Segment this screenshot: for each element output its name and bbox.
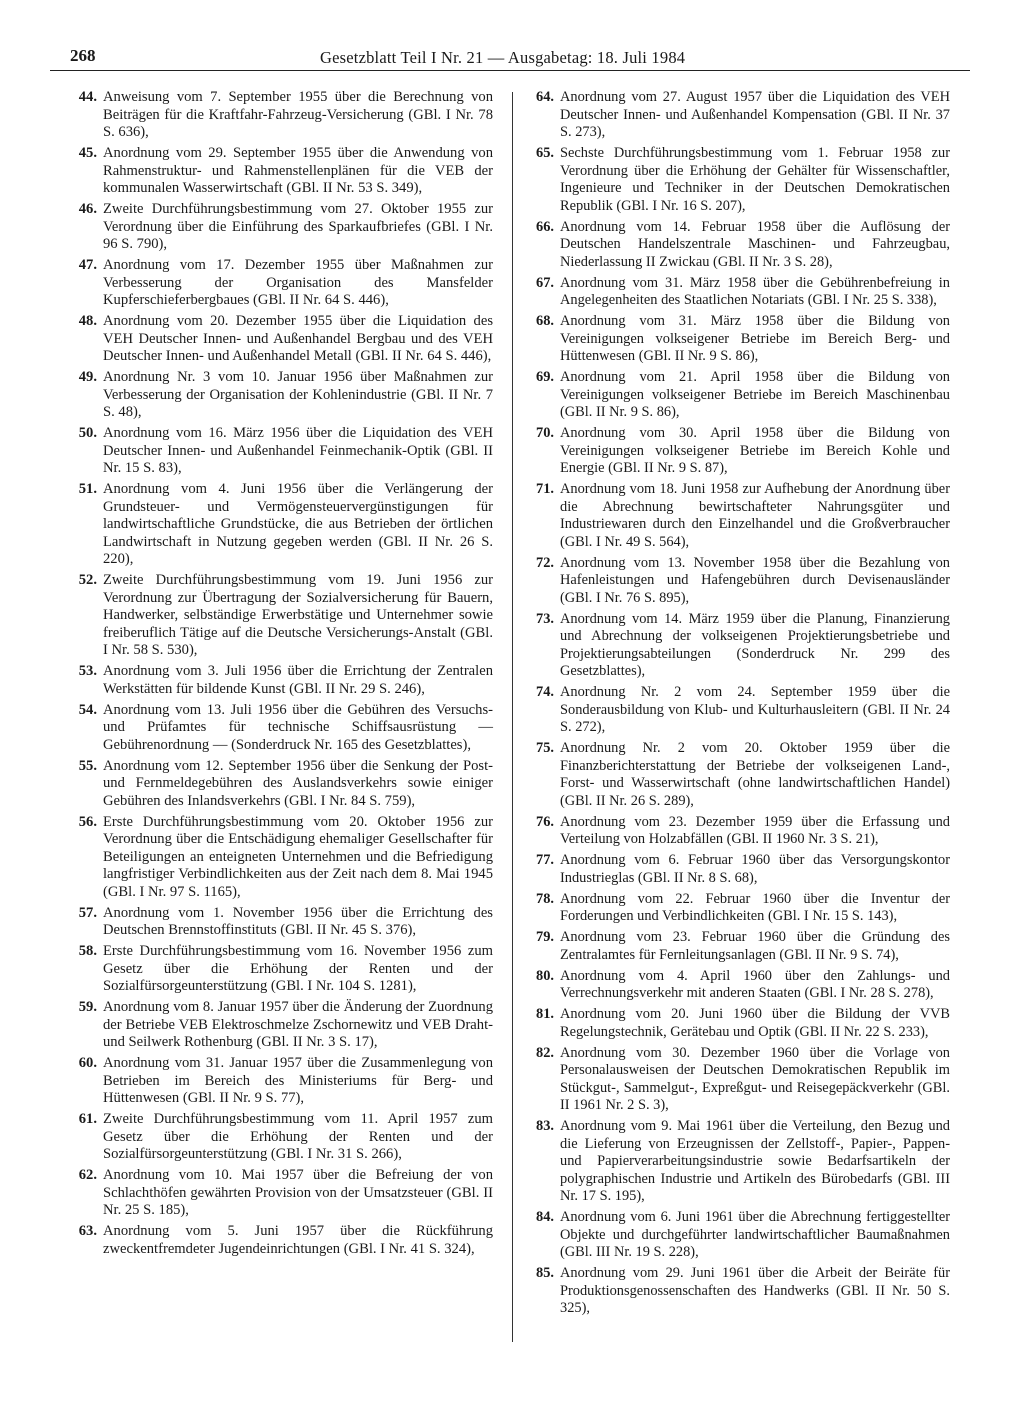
- item-text: Anordnung vom 14. März 1959 über die Planung, Finanzierung und Abrechnung der volkseigenen Projektierungsbetriebe und Projektierungsabteilungen (Sonderdruck Nr. 299 des Gesetzblattes),: [560, 610, 950, 679]
- list-item: [530, 968, 950, 1003]
- item-number: 46.: [78, 201, 97, 217]
- item-text: Anordnung vom 31. März 1958 über die Gebührenbefreiung in Angelegenheiten des Staatlichen Notariats (GBl. I Nr. 25 S. 338),: [560, 274, 950, 308]
- list-item: [530, 425, 950, 478]
- list-item: [73, 313, 493, 366]
- item-number: 65.: [536, 145, 554, 161]
- item-text: Anordnung vom 6. Juni 1961 über die Abrechnung fertiggestellter Objekte und durchgeführter landwirtschaftlicher Baumaßnahmen (GBl. III Nr. 19 S. 228),: [560, 1209, 950, 1260]
- list-item: [530, 814, 950, 849]
- item-number: 63.: [78, 1223, 97, 1239]
- list-item: [530, 145, 950, 215]
- item-text: Anordnung vom 1. November 1956 über die Errichtung des Deutschen Brennstoffinstituts (GBl. II Nr. 45 S. 376),: [103, 904, 493, 938]
- list-item: [530, 740, 950, 810]
- item-number: 75.: [536, 740, 554, 756]
- item-number: 54.: [78, 701, 97, 718]
- item-text: Anordnung vom 5. Juni 1957 über die Rückführung zweckentfremdeter Jugendeinrichtungen (GBl. I Nr. 41 S. 324),: [103, 1223, 493, 1257]
- list-item: [530, 852, 950, 887]
- list-item: [73, 145, 493, 198]
- item-text: Anordnung vom 9. Mai 1961 über die Verteilung, den Bezug und die Lieferung von Erzeugnissen der Zellstoff-, Papier-, Pappen- und Papierverarbeitungsindustrie sowie Bedarfsartikeln der polygraphischen Industrie und Artikeln des Bürobedarfs (GBl. III Nr. 17 S. 195),: [560, 1118, 950, 1204]
- item-text: Anordnung vom 13. Juli 1956 über die Gebühren des Versuchs- und Prüfamtes für technische Schiffsausrüstung — Gebührenordnung — (Sonderdruck Nr. 165 des Gesetzblattes),: [103, 701, 493, 753]
- item-text: Anweisung vom 7. September 1955 über die Berechnung von Beiträgen für die Kraftfahr-Fahrzeug-Versicherung (GBl. I Nr. 78 S. 636),: [103, 89, 493, 140]
- item-text: Anordnung Nr. 2 vom 20. Oktober 1959 über die Finanzberichterstattung der Betriebe der volkseigenen Land-, Forst- und Wasserwirtschaft (ohne landwirtschaftlichen Handel) (GBl. II Nr. 26 S. 289),: [560, 740, 950, 809]
- item-text: Anordnung vom 29. September 1955 über die Anwendung von Rahmenstruktur- und Rahmenstellenplänen für die VEB der kommunalen Wasserwirtschaft (GBl. II Nr. 53 S. 349),: [103, 145, 493, 196]
- item-text: Anordnung vom 12. September 1956 über die Senkung der Post- und Fernmeldegebühren des Auslandsverkehrs sowie einiger Gebühren des Inlandsverkehrs (GBl. I Nr. 84 S. 759),: [103, 757, 493, 809]
- item-text: Anordnung vom 27. August 1957 über die Liquidation des VEH Deutscher Innen- und Außenhandel Kompensation (GBl. II Nr. 37 S. 273),: [560, 89, 950, 140]
- item-text: Anordnung vom 23. Februar 1960 über die Gründung des Zentralamtes für Fernleitungsanlagen (GBl. II Nr. 9 S. 74),: [560, 929, 950, 963]
- list-item: [73, 1223, 493, 1258]
- item-number: 62.: [78, 1167, 97, 1183]
- item-number: 44.: [78, 89, 97, 105]
- item-number: 84.: [536, 1209, 554, 1225]
- item-number: 67.: [536, 274, 554, 291]
- item-text: Zweite Durchführungsbestimmung vom 27. Oktober 1955 zur Verordnung über die Einführung des Sparkaufbriefes (GBl. I Nr. 96 S. 790),: [103, 201, 493, 252]
- item-number: 82.: [536, 1044, 554, 1061]
- item-text: Anordnung vom 22. Februar 1960 über die Inventur der Forderungen und Verbindlichkeiten (GBl. I Nr. 15 S. 143),: [560, 890, 950, 924]
- list-item: [73, 1111, 493, 1164]
- item-number: 70.: [536, 425, 554, 441]
- right-column: [530, 89, 950, 1321]
- item-number: 49.: [78, 369, 97, 385]
- item-text: Anordnung vom 17. Dezember 1955 über Maßnahmen zur Verbesserung der Organisation des Mansfelder Kupferschieferbergbaues (GBl. II Nr. 64 S. 446),: [103, 257, 493, 308]
- item-text: Anordnung vom 6. Februar 1960 über das Versorgungskontor Industrieglas (GBl. II Nr. 8 S. 68),: [560, 852, 950, 886]
- list-item: [530, 313, 950, 366]
- list-item: [73, 999, 493, 1052]
- list-item: [530, 891, 950, 926]
- item-number: 66.: [536, 218, 554, 235]
- page-number: 268: [70, 46, 96, 65]
- list-item: [73, 201, 493, 254]
- item-number: 53.: [78, 663, 97, 679]
- list-item: [73, 369, 493, 422]
- item-number: 79.: [536, 929, 554, 945]
- item-number: 64.: [536, 89, 554, 105]
- list-item: [73, 758, 493, 811]
- item-number: 45.: [78, 145, 97, 161]
- item-number: 74.: [536, 684, 554, 700]
- list-item: [73, 814, 493, 902]
- list-item: [530, 369, 950, 422]
- list-item: [73, 425, 493, 478]
- item-number: 68.: [536, 313, 554, 329]
- item-text: Erste Durchführungsbestimmung vom 20. Oktober 1956 zur Verordnung über die Entschädigung ehemaliger Gesellschafter für Beteiligungen an enteigneten Unternehmen und die Befriedigung langfristiger Verbindlichkeiten aus der Zeit nach dem 8. Mai 1945 (GBl. I Nr. 97 S. 1165),: [103, 813, 493, 900]
- item-text: Anordnung Nr. 2 vom 24. September 1959 über die Sonderausbildung von Klub- und Kulturhausleitern (GBl. II Nr. 24 S. 272),: [560, 684, 950, 735]
- item-text: Anordnung vom 31. Januar 1957 über die Zusammenlegung von Betrieben im Bereich des Ministeriums für Berg- und Hüttenwesen (GBl. II Nr. 9 S. 77),: [103, 1055, 493, 1106]
- list-item: [73, 905, 493, 940]
- item-text: Anordnung vom 14. Februar 1958 über die Auflösung der Deutschen Handelszentrale Maschinen- und Fahrzeugbau, Niederlassung II Zwickau (GBl. II Nr. 3 S. 28),: [560, 218, 950, 270]
- list-item: [73, 572, 493, 660]
- list-item: [530, 1118, 950, 1206]
- list-item: [73, 89, 493, 142]
- item-text: Anordnung vom 20. Juni 1960 über die Bildung der VVB Regelungstechnik, Gerätebau und Optik (GBl. II Nr. 22 S. 233),: [560, 1006, 950, 1040]
- item-text: Anordnung vom 20. Dezember 1955 über die Liquidation des VEH Deutscher Innen- und Außenhandel Bergbau und des VEH Deutscher Innen- und Außenhandel Metall (GBl. II Nr. 64 S. 446),: [103, 313, 493, 364]
- item-text: Sechste Durchführungsbestimmung vom 1. Februar 1958 zur Verordnung über die Erhöhung der Gehälter für Wissenschaftler, Ingenieure und Techniker in der Deutschen Demokratischen Republik (GBl. I Nr. 16 S. 207),: [560, 145, 950, 214]
- item-number: 47.: [78, 257, 97, 273]
- list-item: [73, 702, 493, 755]
- list-item: [73, 943, 493, 996]
- page-header: [50, 44, 970, 71]
- list-item: [73, 1055, 493, 1108]
- list-item: [73, 663, 493, 698]
- list-item: [530, 555, 950, 608]
- item-text: Anordnung vom 21. April 1958 über die Bildung von Vereinigungen volkseigener Betriebe im Bereich Maschinenbau (GBl. II Nr. 9 S. 86),: [560, 369, 950, 420]
- item-text: Anordnung vom 29. Juni 1961 über die Arbeit der Beiräte für Produktionsgenossenschaften des Handwerks (GBl. II Nr. 50 S. 325),: [560, 1265, 950, 1316]
- item-number: 59.: [78, 999, 97, 1015]
- item-text: Anordnung vom 10. Mai 1957 über die Befreiung der von Schlachthöfen gewährten Provision von der Umsatzsteuer (GBl. II Nr. 25 S. 185),: [103, 1167, 493, 1218]
- item-number: 51.: [78, 481, 97, 497]
- item-number: 52.: [78, 572, 97, 588]
- list-item: [73, 257, 493, 310]
- item-text: Anordnung vom 3. Juli 1956 über die Errichtung der Zentralen Werkstätten für bildende Kunst (GBl. II Nr. 29 S. 246),: [103, 663, 493, 697]
- item-number: 85.: [536, 1265, 554, 1281]
- item-text: Anordnung vom 13. November 1958 über die Bezahlung von Hafenleistungen und Hafengebühren durch Devisenausländer (GBl. I Nr. 76 S. 895),: [560, 554, 950, 606]
- item-number: 48.: [78, 313, 97, 329]
- item-text: Zweite Durchführungsbestimmung vom 11. April 1957 zum Gesetz über die Erhöhung der Renten und der Sozialfürsorgeunterstützung (GBl. I Nr. 31 S. 266),: [103, 1111, 493, 1162]
- list-item: [73, 481, 493, 569]
- column-divider: [512, 92, 513, 1342]
- list-item: [530, 89, 950, 142]
- list-item: [530, 611, 950, 681]
- item-number: 80.: [536, 967, 554, 984]
- item-text: Anordnung vom 18. Juni 1958 zur Aufhebung der Anordnung über die Abrechnung bewirtschafteter Nahrungsgüter und Industriewaren durch den Einzelhandel und die Großverbraucher (GBl. I Nr. 49 S. 564),: [560, 481, 950, 550]
- item-number: 72.: [536, 554, 554, 571]
- list-item: [530, 1045, 950, 1115]
- list-item: [530, 684, 950, 737]
- item-number: 69.: [536, 369, 554, 385]
- item-text: Anordnung vom 30. April 1958 über die Bildung von Vereinigungen volkseigener Betriebe im Bereich Kohle und Energie (GBl. II Nr. 9 S. 87),: [560, 425, 950, 476]
- list-item: [530, 275, 950, 310]
- item-text: Anordnung vom 16. März 1956 über die Liquidation des VEH Deutscher Innen- und Außenhandel Feinmechanik-Optik (GBl. II Nr. 15 S. 83),: [103, 425, 493, 476]
- list-item: [530, 929, 950, 964]
- item-number: 76.: [536, 813, 554, 830]
- list-item: [530, 219, 950, 272]
- list-item: [73, 1167, 493, 1220]
- item-number: 55.: [78, 757, 97, 774]
- item-number: 77.: [536, 852, 554, 868]
- item-text: Anordnung vom 30. Dezember 1960 über die Vorlage von Personalausweisen der Deutschen Demokratischen Republik im Stückgut-, Sammelgut-, Expreßgut- und Reisegepäckverkehr (GBl. II 1961 Nr. 2 S. 3),: [560, 1044, 950, 1113]
- left-column: [73, 89, 493, 1262]
- item-text: Anordnung vom 4. April 1960 über den Zahlungs- und Verrechnungsverkehr mit anderen Staaten (GBl. I Nr. 28 S. 278),: [560, 967, 950, 1001]
- page-title: Gesetzblatt Teil I Nr. 21 — Ausgabetag: 18. Juli 1984: [320, 48, 686, 67]
- item-number: 50.: [78, 425, 97, 441]
- list-item: [530, 1265, 950, 1318]
- list-item: [530, 1209, 950, 1262]
- item-text: Anordnung vom 4. Juni 1956 über die Verlängerung der Grundsteuer- und Vermögensteuervergünstigungen für landwirtschaftliche Grundstücke, die aus Betrieben der örtlichen Landwirtschaft in Nutzung gegeben werden (GBl. II Nr. 26 S. 220),: [103, 481, 493, 567]
- list-item: [530, 481, 950, 551]
- item-number: 71.: [536, 481, 554, 497]
- item-number: 83.: [536, 1118, 554, 1134]
- item-number: 73.: [536, 610, 554, 627]
- item-text: Anordnung vom 23. Dezember 1959 über die Erfassung und Verteilung von Holzabfällen (GBl. II 1960 Nr. 3 S. 21),: [560, 813, 950, 847]
- item-number: 60.: [78, 1055, 97, 1071]
- item-text: Zweite Durchführungsbestimmung vom 19. Juni 1956 zur Verordnung zur Übertragung der Sozialversicherung für Bauern, Handwerker, selbständige Erwerbstätige und Unternehmer sowie freiberuflich Tätige auf die Deutsche Versicherungs-Anstalt (GBl. I Nr. 58 S. 530),: [103, 572, 493, 658]
- item-number: 56.: [78, 813, 97, 830]
- item-text: Anordnung vom 8. Januar 1957 über die Änderung der Zuordnung der Betriebe VEB Elektroschmelze Zschornewitz und VEB Draht- und Seilwerk Rothenburg (GBl. II Nr. 3 S. 17),: [103, 999, 493, 1050]
- item-number: 61.: [78, 1111, 97, 1127]
- item-text: Erste Durchführungsbestimmung vom 16. November 1956 zum Gesetz über die Erhöhung der Renten und der Sozialfürsorgeunterstützung (GBl. I Nr. 104 S. 1281),: [103, 943, 493, 994]
- item-number: 78.: [536, 890, 554, 907]
- item-number: 58.: [78, 943, 97, 959]
- item-text: Anordnung Nr. 3 vom 10. Januar 1956 über Maßnahmen zur Verbesserung der Organisation der Kohlenindustrie (GBl. II Nr. 7 S. 48),: [103, 369, 493, 420]
- item-text: Anordnung vom 31. März 1958 über die Bildung von Vereinigungen volkseigener Betriebe im Bereich Berg- und Hüttenwesen (GBl. II Nr. 9 S. 86),: [560, 313, 950, 364]
- list-item: [530, 1006, 950, 1041]
- item-number: 57.: [78, 904, 97, 921]
- item-number: 81.: [536, 1006, 554, 1022]
